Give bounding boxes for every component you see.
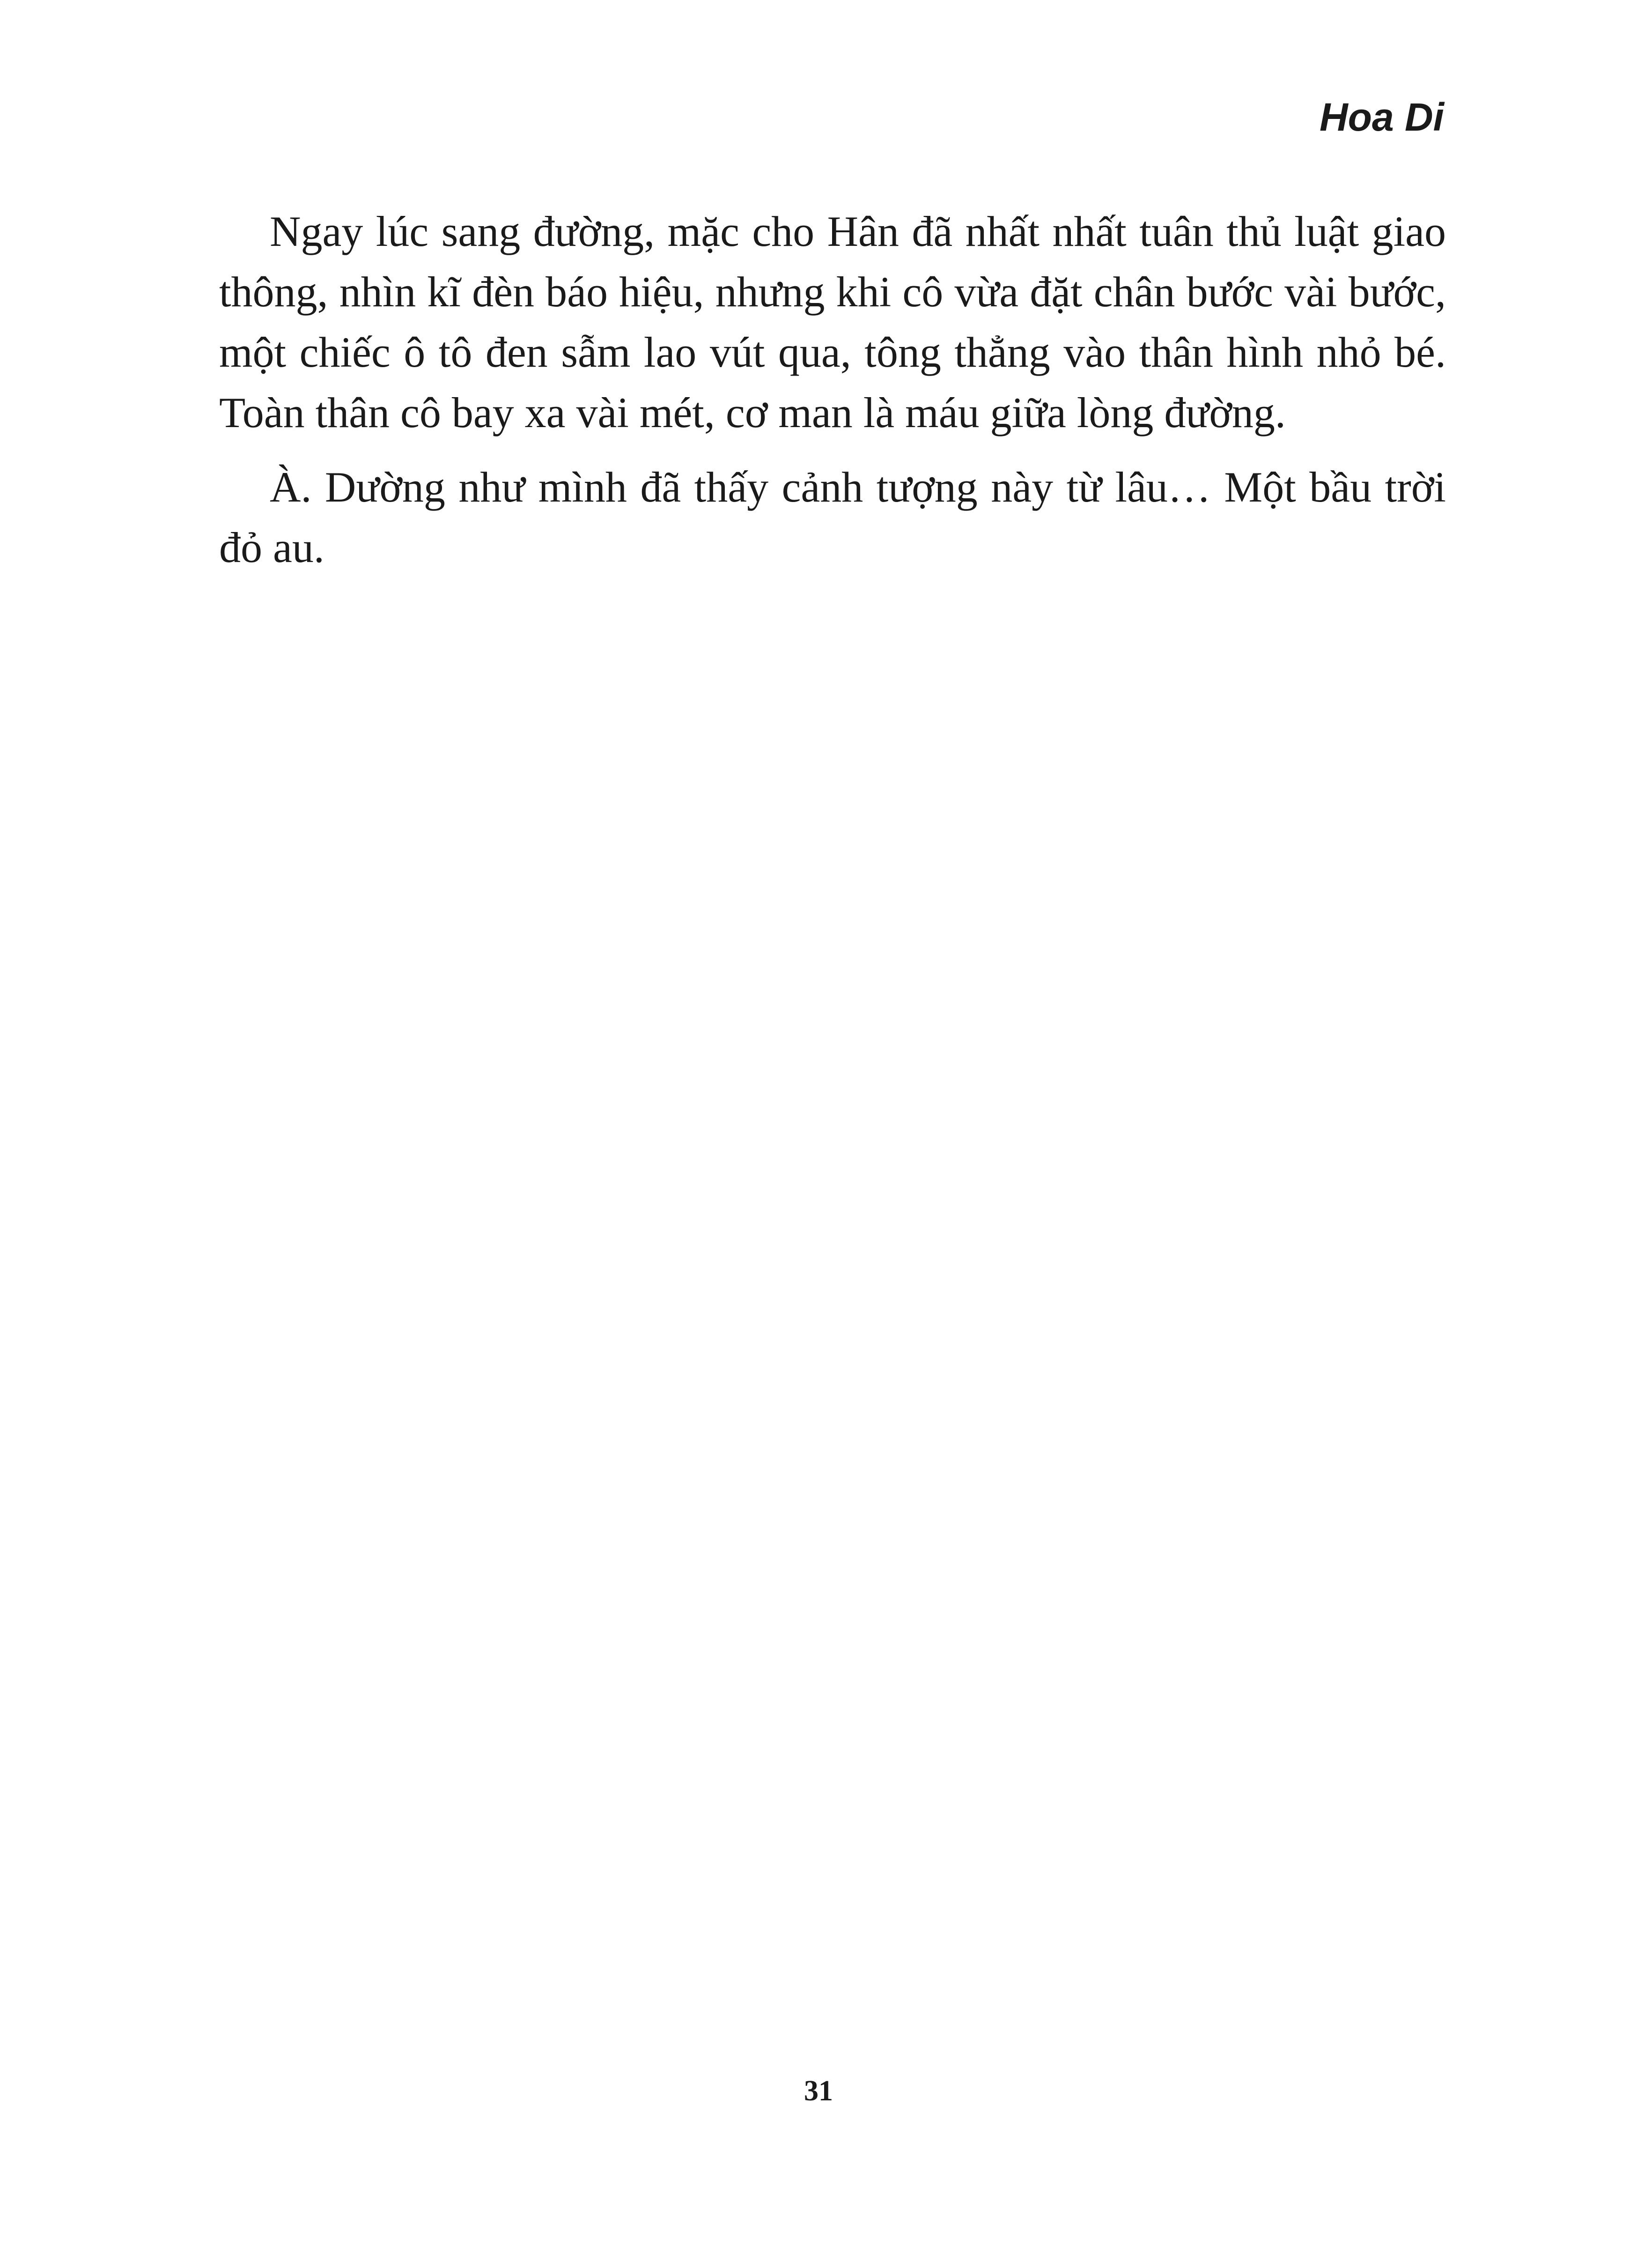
paragraph: Ngay lúc sang đường, mặc cho Hân đã nhất nhất tuân thủ luật giao thông, nhìn kĩ đèn báo hiệu, nhưng khi cô vừa đặt chân bước vài bước, một chiếc ô tô đen sẫm lao vút qua, tông thẳng vào thân hình nhỏ bé. Toàn thân cô bay xa vài mét, cơ man là máu giữa lòng đường.	[219, 207, 1446, 436]
page-number: 31	[804, 2075, 833, 2107]
paragraph: À. Dường như mình đã thấy cảnh tượng này từ lâu… Một bầu trời đỏ au.	[219, 463, 1446, 571]
body-text	[219, 201, 1446, 592]
running-header-title: Hoa Di	[1319, 95, 1444, 139]
